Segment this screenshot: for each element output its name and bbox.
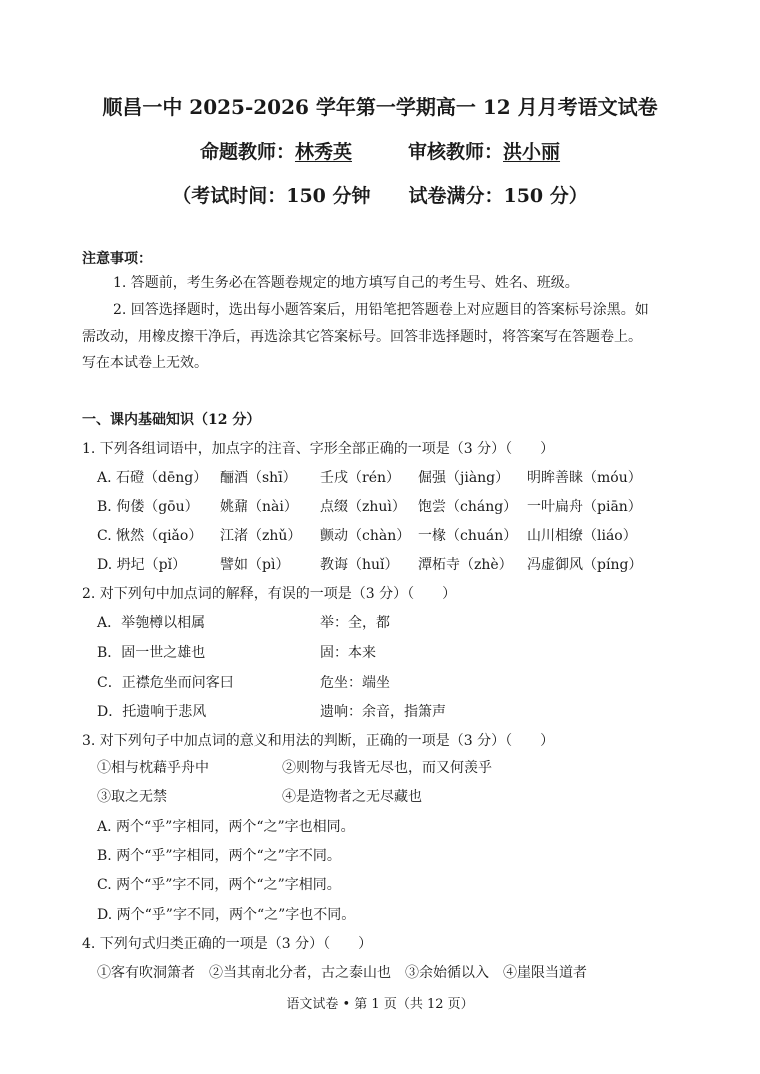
q1-cell: D. 坍圮（pǐ） bbox=[97, 557, 187, 573]
q1-cell: 江渚（zhǔ） bbox=[220, 528, 302, 544]
q1-cell: 潭柘寺（zhè） bbox=[418, 557, 513, 573]
q1-cell: 一椽（chuán） bbox=[418, 528, 518, 544]
q1-cell: 一叶扁舟（piān） bbox=[527, 499, 642, 515]
q1-cell: 教诲（huǐ） bbox=[320, 557, 399, 573]
q1-cell: C. 愀然（qiǎo） bbox=[97, 528, 203, 544]
q2-sentence: D．托遗响于悲风 bbox=[97, 704, 207, 720]
q3-option-d: D. 两个“乎”字不同，两个“之”字也不同。 bbox=[97, 907, 356, 923]
q2-explanation: 遗响：余音，指箫声 bbox=[320, 704, 446, 720]
q1-cell: 姚鼐（nài） bbox=[220, 499, 298, 515]
q3-item: ③取之无禁 bbox=[97, 789, 167, 805]
q4-stem: 4. 下列句式归类正确的一项是（3 分）（ ） bbox=[82, 936, 373, 952]
q3-item: ②则物与我皆无尽也，而又何羡乎 bbox=[282, 760, 492, 776]
exam-title: 顺昌一中 2025-2026 学年第一学期高一 12 月月考语文试卷 bbox=[102, 95, 658, 119]
q4-items: ①客有吹洞箫者 ②当其南北分者，古之泰山也 ③余始循以入 ④崖限当道者 bbox=[97, 965, 587, 981]
q1-cell: 饱尝（cháng） bbox=[418, 499, 518, 515]
reviewer-name: 洪小丽 bbox=[503, 141, 561, 163]
q2-sentence: B．固一世之雄也 bbox=[97, 645, 206, 661]
q3-option-a: A. 两个“乎”字相同，两个“之”字也相同。 bbox=[97, 819, 355, 835]
notice-heading: 注意事项： bbox=[82, 251, 152, 267]
q3-item: ④是造物者之无尽藏也 bbox=[282, 789, 422, 805]
section-1-heading: 一、课内基础知识（12 分） bbox=[82, 412, 261, 428]
notice-item-2-line-3: 写在本试卷上无效。 bbox=[82, 355, 208, 371]
author-label: 命题教师： bbox=[199, 141, 295, 163]
q3-item: ①相与枕藉乎舟中 bbox=[97, 760, 209, 776]
q1-cell: 山川相缭（liáo） bbox=[527, 528, 637, 544]
q3-option-c: C. 两个“乎”字不同，两个“之”字相同。 bbox=[97, 877, 341, 893]
q1-cell: 酾酒（shī） bbox=[220, 470, 297, 486]
q1-cell: 点缀（zhuì） bbox=[320, 499, 406, 515]
notice-item-1: 1. 答题前，考生务必在答题卷规定的地方填写自己的考生号、姓名、班级。 bbox=[113, 275, 579, 291]
q3-stem: 3. 对下列句子中加点词的意义和用法的判断，正确的一项是（3 分）（ ） bbox=[82, 733, 555, 749]
notice-item-2-line-1: 2. 回答选择题时，选出每小题答案后，用铅笔把答题卷上对应题目的答案标号涂黑。如 bbox=[113, 302, 649, 318]
reviewer-label: 审核教师： bbox=[408, 141, 504, 163]
q1-cell: 倔强（jiàng） bbox=[418, 470, 510, 486]
teacher-line bbox=[0, 139, 760, 165]
q1-cell: 譬如（pì） bbox=[220, 557, 290, 573]
q2-stem: 2. 对下列句中加点词的解释，有误的一项是（3 分）（ ） bbox=[82, 586, 457, 602]
q3-option-b: B. 两个“乎”字相同，两个“之”字不同。 bbox=[97, 848, 341, 864]
q2-sentence: A．举匏樽以相属 bbox=[97, 615, 206, 631]
page-footer: 语文试卷 • 第 1 页（共 12 页） bbox=[286, 997, 474, 1012]
q1-cell: 颤动（chàn） bbox=[320, 528, 411, 544]
q2-explanation: 危坐：端坐 bbox=[320, 675, 390, 691]
q1-cell: B. 佝偻（gōu） bbox=[97, 499, 199, 515]
q1-stem: 1. 下列各组词语中，加点字的注音、字形全部正确的一项是（3 分）（ ） bbox=[82, 441, 555, 457]
q1-cell: A. 石磴（dēng） bbox=[97, 470, 208, 486]
q1-cell: 壬戌（rén） bbox=[320, 470, 400, 486]
q1-cell: 冯虚御风（píng） bbox=[527, 557, 643, 573]
q2-explanation: 固：本来 bbox=[320, 645, 376, 661]
notice-item-2-line-2: 需改动，用橡皮擦干净后，再选涂其它答案标号。回答非选择题时，将答案写在答题卷上。 bbox=[82, 329, 642, 345]
author-name: 林秀英 bbox=[294, 141, 352, 163]
exam-info: （考试时间：150 分钟 试卷满分：150 分） bbox=[172, 185, 588, 207]
q1-cell: 明眸善睐（móu） bbox=[527, 470, 642, 486]
q2-sentence: C．正襟危坐而问客曰 bbox=[97, 675, 234, 691]
q2-explanation: 举：全，都 bbox=[320, 615, 390, 631]
